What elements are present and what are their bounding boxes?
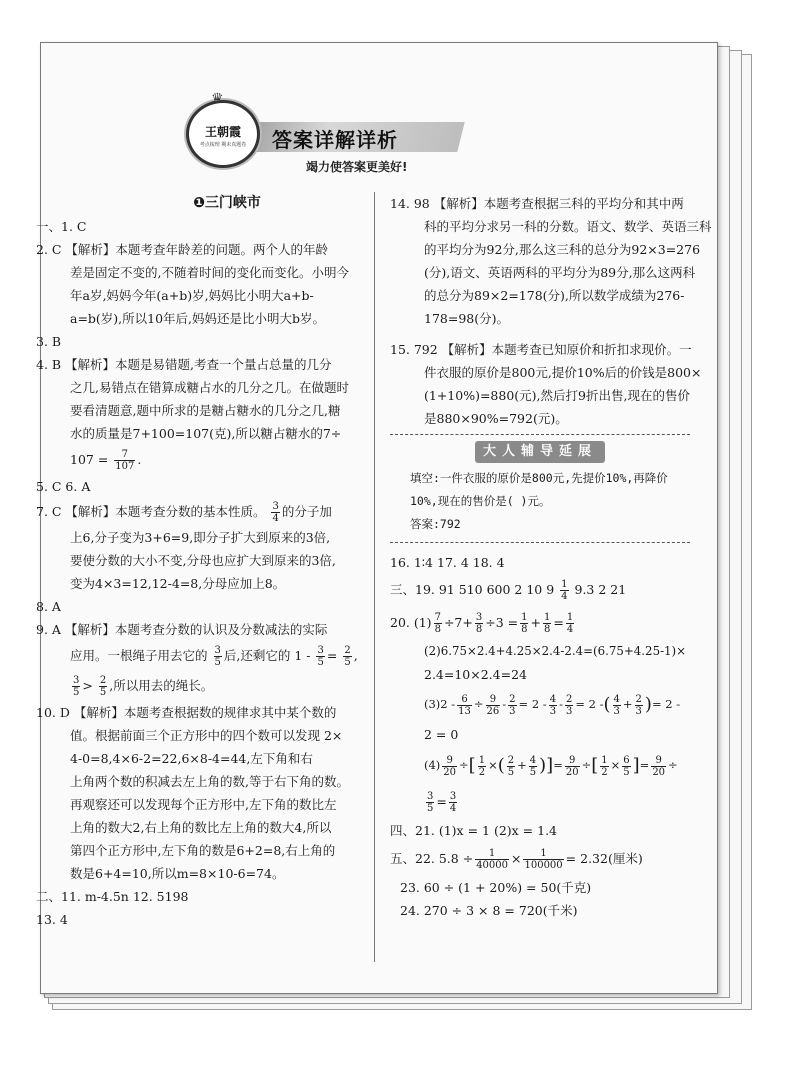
denominator: 3 [565,705,573,717]
answer-line: 年a岁,妈妈今年(a+b)岁,妈妈比小明大a+b- [70,288,314,303]
fraction [271,501,279,524]
numerator: 1 [478,754,486,766]
numerator: 4 [549,693,557,705]
fraction [543,612,551,635]
answer-line: 上角两个数的积减去左上角的数,等于右下角的数。 [70,774,349,789]
answer-line: 9. A 【解析】本题考查分数的认识及分数减法的实际 [36,622,328,637]
answer-line: 差是固定不变的,不随着时间的变化而变化。小明今 [70,265,349,280]
numerator: 2 [99,675,107,686]
denominator: 26 [486,705,500,717]
denominator: 100000 [524,860,563,871]
text: 20. (1) [390,615,432,630]
text: (4) [424,758,441,772]
numerator: 3 [73,675,80,686]
right-column [390,192,712,922]
denominator: 3 [509,705,516,717]
fraction [449,791,457,814]
operator: - [559,697,563,711]
operator: ÷7+ [443,615,473,630]
answer-line: 4. B 【解析】本题是易错题,考查一个量占总量的几分 [36,357,332,372]
text: 7. C 【解析】本题考查分数的基本性质。 [36,504,266,519]
bracket: ] [546,755,554,776]
answer-line: 要使分数的大小不变,分母也应扩大到原来的3倍, [70,553,336,568]
numerator: 2 [507,754,515,766]
answer-line: 要看清题意,题中所求的是糖占糖水的几分之几,糖 [70,403,341,418]
logo-tagline: 考点梳理 期末真题卷 [199,142,247,148]
answer-line: 23. 60 ÷ (1 + 20%) = 50(千克) [400,880,592,895]
answer-line: 二、11. m-4.5n 12. 5198 [36,889,189,904]
fraction [566,612,574,635]
text: 五、22. 5.8 ÷ [390,851,474,866]
header-banner [186,78,464,174]
denominator: 5 [507,766,515,778]
answer-line: 2 = 0 [424,727,459,742]
operator: - [502,697,507,711]
denominator: 4 [272,513,279,524]
denominator: 20 [565,766,579,778]
answer-line [36,671,368,701]
operator: + [530,615,541,630]
operator: = [436,794,447,809]
numerator: 1 [475,848,509,860]
answer-line: 科的平均分求另一科的分数。语文、数学、英语三科 [424,219,712,234]
fraction [565,694,573,717]
answer-line: 5. C 6. A [36,479,91,494]
answer-line: 4-0=8,4×6-2=22,6×8-4=44,左下角和右 [70,751,313,766]
numerator: 2 [565,693,573,705]
operator: × [610,758,621,772]
column-divider [374,192,375,962]
paren: ( [603,694,611,715]
answer-line: 2.4=10×2.4=24 [424,667,527,682]
answer-line [390,686,690,723]
fraction [520,612,528,635]
text: 的分子加 [281,504,332,519]
answer-line: 再观察还可以发现每个正方形中,左下角的数比左 [70,797,337,812]
denominator: 40000 [476,860,508,871]
operator: ÷ [459,758,469,772]
numerator: 9 [442,755,457,767]
fraction [72,675,80,698]
numerator: 4 [529,754,537,766]
answer-line: 15. 792 【解析】本题考查已知原价和折扣求现价。一 [390,342,692,357]
numerator: 7 [434,612,441,623]
answer-line [390,574,690,606]
answer-line: 是880×90%=792(元)。 [424,411,568,426]
fraction [529,755,537,778]
answer-line: 四、21. (1)x = 1 (2)x = 1.4 [390,823,558,838]
fraction [635,694,643,717]
operator: ÷ [581,758,592,772]
numerator: 2 [509,693,516,705]
numerator: 1 [543,612,551,623]
fraction [486,694,501,717]
fraction [560,579,568,602]
answer-line [36,445,368,475]
text: 107 = [70,452,109,467]
fraction [651,755,666,778]
denominator: 5 [214,657,221,668]
answer-line [390,606,690,640]
answer-line: 数是6+4=10,所以m=8×10-6=74。 [70,866,285,881]
box-line: 填空:一件衣服的原价是800元,先提价10%,再降价 [410,471,668,485]
fraction [316,645,324,668]
box-line: 答案:792 [410,517,461,531]
fraction [434,612,442,635]
denominator: 3 [613,705,620,717]
numerator: 9 [565,755,580,767]
numerator: 3 [272,501,279,512]
answer-line: 14. 98 【解析】本题考查根据三科的平均分和其中两 [390,196,684,211]
text: = 2.32(厘米) [565,851,643,866]
box-title [390,439,690,463]
paren: ) [644,694,652,715]
box-line: 10%,现在的售价是( )元。 [410,494,551,508]
denominator: 2 [478,766,486,778]
brand-logo [186,91,260,168]
fraction [442,755,457,778]
denominator: 4 [561,591,568,602]
fraction [475,848,509,871]
answer-line: 之几,易错点在错算成糖占水的几分之几。在做题时 [70,380,349,395]
fraction [507,755,515,778]
numerator: 6 [457,694,472,706]
denominator: 3 [549,705,557,717]
numerator: 2 [344,645,351,656]
box-title-label: 大人辅导延展 [475,441,605,463]
denominator: 8 [434,624,441,635]
text: (3)2 - [424,697,456,711]
answer-line: 第四个正方形中,左下角的数是6+2=8,右上角的 [70,843,336,858]
answer-line [390,842,690,876]
page-subtitle: 竭力使答案更美好! [306,160,408,174]
denominator: 5 [623,766,630,778]
answer-line: 13. 4 [36,912,68,927]
section-title: ❶三门峡市 [193,195,261,211]
operator: = 2 - [651,697,681,711]
answer-line: 值。根据前面三个正方形中的四个数可以发现 2× [70,728,343,743]
operator: + [622,697,633,711]
denominator: 4 [566,624,574,635]
numerator: 3 [427,791,434,802]
operator: ÷ [668,758,678,772]
logo-text: 王朝霞 [204,125,241,139]
denominator: 4 [449,803,457,814]
numerator: 3 [317,645,324,656]
fraction [478,755,486,778]
answer-line: a=b(岁),所以10年后,妈妈还是比小明大b岁。 [70,311,326,326]
fraction [475,612,483,635]
operator: × [511,851,522,866]
bracket: [ [591,755,599,776]
denominator: 8 [475,624,483,635]
answer-line: 变为4×3=12,12-4=8,分母应加上8。 [70,576,286,591]
left-column [36,192,368,931]
answer-line [36,498,368,526]
numerator: 6 [623,754,630,766]
answer-line: 的平均分为92分,那么这三科的总分为92×3=276 [424,242,701,257]
operator: + [517,758,527,772]
operator: = [553,615,564,630]
answer-line: 上角的数大2,右上角的数比左上角的数大4,所以 [70,820,332,835]
fraction [508,694,516,717]
denominator: 5 [99,687,107,698]
answer-line: 24. 270 ÷ 3 × 8 = 720(千米) [400,903,578,918]
answer-line: 的总分为89×2=178(分),所以数学成绩为276- [424,288,685,303]
answer-line: 16. 1∶4 17. 4 18. 4 [390,555,505,570]
fraction [613,694,621,717]
paren: ( [497,755,505,776]
denominator: 2 [601,766,608,778]
fraction [622,755,630,778]
numerator: 3 [475,612,483,623]
operator: = 2 - [518,697,547,711]
answer-line: (1+10%)=880(元),然后打9折出售,现在的售价 [424,388,690,403]
text: 后,还剩它的 1 - [223,648,311,663]
numerator: 7 [114,449,135,461]
tutor-extension-box [390,434,690,543]
denominator: 5 [317,657,324,668]
numerator: 1 [523,848,563,860]
answer-line: 2. C 【解析】本题考查年龄差的问题。两个人的年龄 [36,242,328,257]
fraction [99,675,107,698]
text: 9.3 2 21 [574,582,627,597]
answer-line: (2)6.75×2.4+4.25×2.4-2.4=(6.75+4.25-1)× [424,644,687,658]
answer-line: (分),语文、英语两科的平均分为89分,那么这两科 [424,265,696,280]
bracket: ] [632,755,640,776]
fraction [343,645,351,668]
operator: = [639,758,650,772]
operator: ÷ [473,697,484,711]
answer-line: 水的质量是7+100=107(克),所以糖占糖水的7÷ [70,426,342,441]
fraction [523,848,563,871]
numerator: 4 [613,693,620,705]
numerator: 9 [651,755,666,767]
crown-icon: ♛ [211,91,224,107]
answer-line: 件衣服的原价是800元,提价10%后的价钱是800× [424,365,702,380]
answer-line: 10. D 【解析】本题考查根据数的规律求其中某个数的 [36,705,337,720]
text: , [353,648,358,663]
denominator: 8 [543,624,551,635]
answer-line [390,785,690,819]
fraction [549,694,557,717]
answer-line: 8. A [36,599,61,614]
operator: = 2 - [575,697,604,711]
bracket: [ [468,755,476,776]
text: ,所以用去的绳长。 [109,678,214,693]
fraction [426,791,434,814]
operator: × [488,758,498,772]
denominator: 5 [344,657,351,668]
numerator: 3 [449,791,457,802]
answer-line: 3. B [36,334,62,349]
page-title: 答案详解详析 [272,128,398,152]
answer-line [36,641,368,671]
denominator: 5 [529,766,537,778]
numerator: 2 [635,693,642,705]
denominator: 5 [73,687,80,698]
answer-line: 一、1. C [36,219,87,234]
numerator: 9 [486,694,501,706]
numerator: 1 [566,612,574,623]
text: 三、19. 91 510 600 2 10 9 [390,582,555,597]
operator: ÷3 = [485,615,519,630]
answer-line: 上6,分子变为3+6=9,即分子扩大到原来的3倍, [70,530,331,545]
fraction [565,755,580,778]
denominator: 20 [652,766,666,778]
paren: ) [539,755,547,776]
denominator: 20 [443,766,457,778]
text: . [137,452,142,467]
denominator: 107 [115,461,135,472]
text: > [82,678,93,693]
fraction [600,755,608,778]
text: 应用。一根绳子用去它的 [70,648,208,663]
numerator: 1 [601,754,608,766]
fraction [214,645,222,668]
fraction [114,449,135,472]
answer-line [390,746,690,785]
operator: = [553,758,563,772]
denominator: 5 [427,803,434,814]
answer-line: 178=98(分)。 [424,311,509,326]
denominator: 3 [635,705,642,717]
fraction [457,694,472,717]
numerator: 1 [561,579,568,590]
numerator: 1 [521,612,528,623]
numerator: 3 [214,645,221,656]
text: = [326,648,338,663]
denominator: 13 [458,705,471,717]
denominator: 8 [521,624,528,635]
